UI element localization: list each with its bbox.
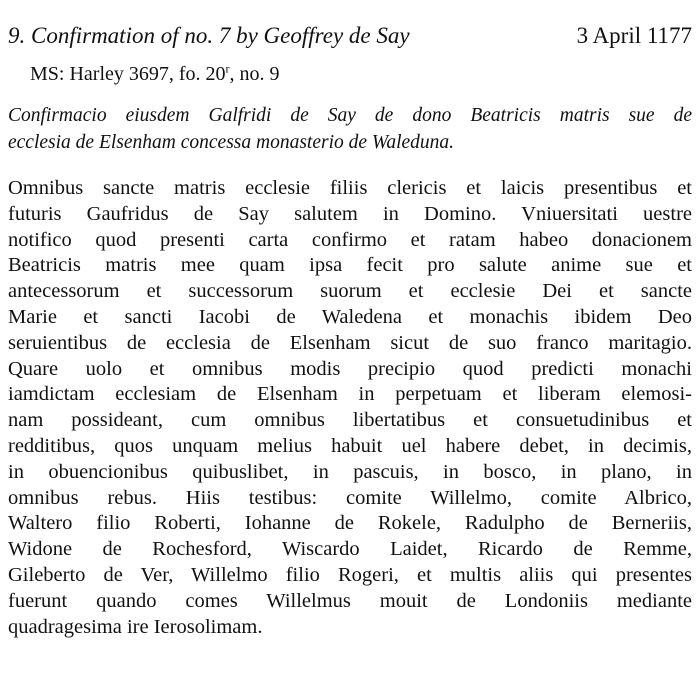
charter-line: iamdictam ecclesiam de Elsenham in perpetuam et liberam elemosi- (8, 383, 692, 406)
manuscript-reference-suffix: , no. 9 (229, 63, 280, 85)
charter-line: quadragesima ire Ierosolimam. (8, 615, 263, 638)
charter-line: antecessorum et successorum suorum et ecclesie Dei et sancte (8, 280, 692, 303)
rubric-line: Confirmacio eiusdem Galfridi de Say de dono Beatricis matris sue de (8, 105, 692, 126)
charter-line: Omnibus sancte matris ecclesie filiis clericis et laicis presentibus et (8, 177, 692, 199)
charter-date: 3 April 1177 (576, 23, 692, 48)
charter-line: Quare uolo et omnibus modis precipio quod predicti monachi (8, 357, 692, 380)
charter-line: redditibus, quos unquam melius habuit uel habere debet, in decimis, (8, 434, 692, 457)
charter-heading (8, 22, 692, 50)
manuscript-reference-prefix: MS: Harley 3697, fo. 20 (30, 63, 226, 85)
charter-line: Widone de Rochesford, Wiscardo Laidet, Ricardo de Remme, (8, 538, 692, 561)
manuscript-reference (30, 62, 280, 86)
charter-line: Beatricis matris mee quam ipsa fecit pro salute anime sue et (8, 254, 692, 277)
charter-line: notifico quod presenti carta confirmo et ratam habeo donacionem (8, 228, 692, 251)
charter-line: omnibus rebus. Hiis testibus: comite Willelmo, comite Albrico, (8, 486, 692, 509)
charter-line: fuerunt quando comes Willelmus mouit de Londoniis mediante (8, 589, 692, 612)
charter-text (8, 176, 692, 640)
charter-line: seruientibus de ecclesia de Elsenham sicut de suo franco maritagio. (8, 331, 692, 354)
charter-line: Gileberto de Ver, Willelmo filio Rogeri, et multis aliis qui presentes (8, 563, 692, 586)
charter-line: in obuencionibus quibuslibet, in pascuis, in bosco, in plano, in (8, 460, 692, 483)
charter-line: futuris Gaufridus de Say salutem in Domino. Vniuersitati uestre (8, 202, 692, 225)
manuscript-folio-side: r (225, 61, 230, 76)
charter-line: Marie et sancti Iacobi de Waledena et monachis ibidem Deo (8, 305, 692, 328)
charter-line: Waltero filio Roberti, Iohanne de Rokele, Radulpho de Berneriis, (8, 512, 692, 535)
charter-line: nam possideant, cum omnibus libertatibus et consuetudinibus et (8, 409, 692, 432)
rubric-line: ecclesia de Elsenham concessa monasterio de Waleduna. (8, 132, 455, 153)
charter-title: 9. Confirmation of no. 7 by Geoffrey de Say (8, 23, 410, 48)
rubric (8, 102, 692, 156)
